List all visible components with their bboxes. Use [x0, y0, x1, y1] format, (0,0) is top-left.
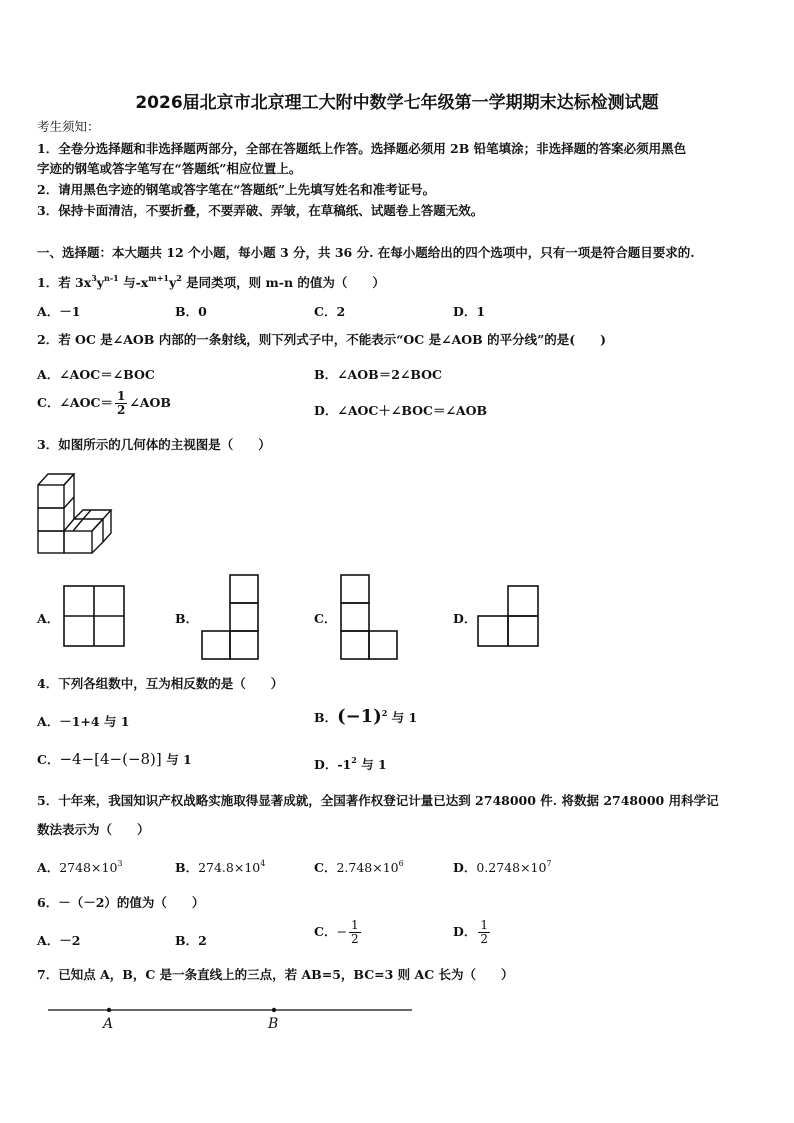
q2-option-c: C．∠AOC＝ $\frac{1}{2}$ ∠AOB	[37, 389, 171, 417]
q6-option-c: C．− $\frac{1}{2}$	[314, 918, 359, 946]
q3-option-a-figure	[62, 584, 126, 648]
q2-option-b: B．∠AOB＝2∠BOC	[314, 367, 442, 382]
section-heading: 一、选择题：本大题共 12 个小题，每小题 3 分，共 36 分. 在每小题给出的四个选项中，只有一项是符合题目要求的.	[37, 245, 695, 260]
question-6-stem: 6．－（－2）的值为（ ）	[37, 895, 205, 910]
page-title: 2026届北京市北京理工大附中数学七年级第一学期期末达标检测试题	[135, 93, 659, 113]
q1-option-b: B．0	[175, 304, 207, 319]
q4-option-d: D．$-1^2$ 与 1	[314, 755, 387, 772]
q5-option-c: C．$2.748\times 10^6$	[314, 859, 404, 875]
q1-option-a: A．－1	[37, 304, 81, 319]
q2-option-a: A．∠AOC＝∠BOC	[37, 367, 155, 382]
notice-item-1: 1．全卷分选择题和非选择题两部分，全部在答题纸上作答。选择题必须用 2B 铅笔填涂；非选择题的答案必须用黑色	[37, 141, 687, 156]
q1-option-c: C．2	[314, 304, 346, 319]
question-4-stem: 4．下列各组数中，互为相反数的是（ ）	[37, 676, 284, 691]
q4-option-a: A．－1+4 与 1	[37, 714, 130, 729]
q7-point-a-label: A	[103, 1016, 114, 1032]
q3-option-b-label: B．	[175, 611, 199, 626]
q4-option-b: B．$(-1)^2$ 与 1	[314, 706, 418, 727]
q7-line-figure	[46, 1000, 416, 1040]
question-2-stem: 2．若 OC 是∠AOB 内部的一条射线，则下列式子中，不能表示“OC 是∠AOB 的平分线”的是( )	[37, 332, 607, 347]
q5-option-a: A．$2748\times 10^3$	[37, 859, 123, 875]
question-5-stem-line2: 数法表示为（ ）	[37, 822, 150, 837]
question-5-stem-line1: 5．十年来，我国知识产权战略实施取得显著成就，全国著作权登记计量已达到 2748000 件. 将数据 2748000 用科学记	[37, 793, 719, 808]
question-1-stem: 1．若 $3x^3y^{n-1}$ 与$-x^{m+1}y^2$ 是同类项，则 m-n 的值为（ ）	[37, 273, 385, 290]
q3-option-d-label: D．	[453, 611, 477, 626]
q2-option-d: D．∠AOC＋∠BOC＝∠AOB	[314, 403, 488, 418]
q3-option-a-label: A．	[37, 611, 60, 626]
q3-option-d-figure	[476, 584, 540, 648]
notice-item-2: 2．请用黑色字迹的钢笔或答字笔在“答题纸”上先填写姓名和准考证号。	[37, 182, 436, 197]
q7-point-b-label: B	[268, 1016, 279, 1032]
q6-option-d: D． $\frac{1}{2}$	[453, 918, 488, 946]
q3-option-b-figure	[200, 573, 260, 661]
q3-option-c-figure	[339, 573, 399, 661]
q4-option-c: C．−4−[4−(−8)] 与 1	[37, 750, 192, 768]
notice-item-3: 3．保持卡面清洁，不要折叠，不要弄破、弄皱，在草稿纸、试题卷上答题无效。	[37, 203, 484, 218]
q3-option-c-label: C．	[314, 611, 337, 626]
q6-option-b: B．2	[175, 933, 207, 948]
question-7-stem: 7．已知点 A，B，C 是一条直线上的三点，若 AB=5，BC=3 则 AC 长为（ ）	[37, 967, 514, 982]
q5-option-b: B．$274.8\times 10^4$	[175, 859, 266, 875]
q6-option-a: A．－2	[37, 933, 81, 948]
notice-heading: 考生须知：	[37, 119, 100, 134]
q3-solid-figure	[36, 468, 120, 556]
q1-option-d: D．1	[453, 304, 486, 319]
notice-item-1-cont: 字迹的钢笔或答字笔写在“答题纸”相应位置上。	[37, 161, 302, 176]
q5-option-d: D．$0.2748\times 10^7$	[453, 859, 552, 875]
question-3-stem: 3．如图所示的几何体的主视图是（ ）	[37, 437, 271, 452]
